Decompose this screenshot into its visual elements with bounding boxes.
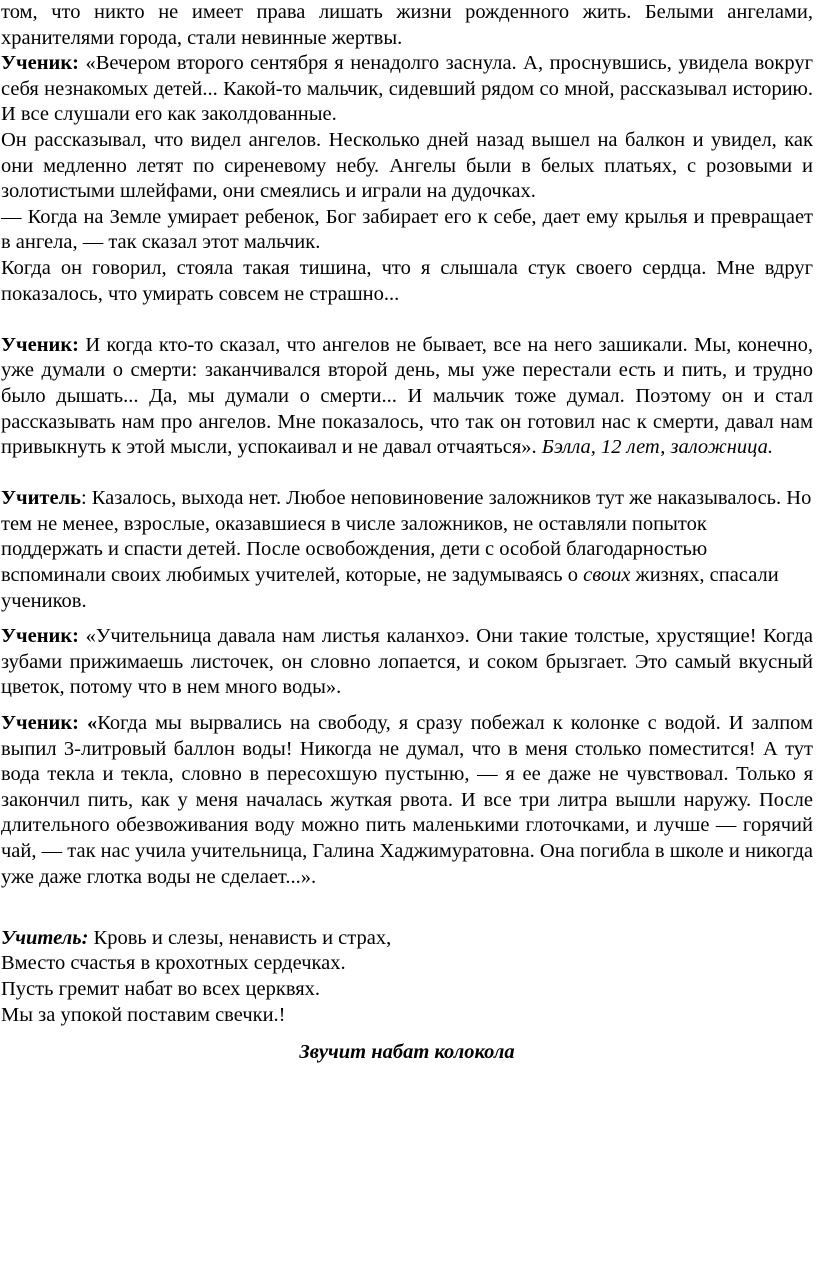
poem-text: Вместо счастья в крохотных сердечках. (1, 952, 346, 975)
quote-author: Бэлла, 12 лет, заложница. (541, 436, 774, 459)
poem-line-2 (1, 951, 813, 977)
poem-line-3 (1, 977, 813, 1003)
quote-text: — Когда на Земле умирает ребенок, Бог забирает его к себе, дает ему крылья и превращает в ангела, — так сказал этот мальчик. (1, 205, 813, 254)
quote-text: Когда он говорил, стояла такая тишина, что я слышала стук своего сердца. Мне вдруг показалось, что умирать совсем не страшно... (1, 256, 813, 305)
quote-text: Он рассказывал, что видел ангелов. Несколько дней назад вышел на балкон и увидел, как они медленно летят по сиреневому небу. Ангелы были в белых платьях, с розовыми и золотистыми шлейфами, они смеялись и играли на дудочках. (1, 128, 813, 203)
student-quote-4 (1, 711, 813, 890)
speaker-label: Ученик: (1, 333, 79, 356)
poem-text: Кровь и слезы, ненависть и страх, (88, 926, 392, 949)
quote-text: «Учительница давала нам листья каланхоэ. Они такие толстые, хрустящие! Когда зубами прижимаешь листочек, он словно лопается, и соком брызгает. Это самый вкусный цветок, потому что в нем много воды». (1, 625, 813, 699)
stage-direction-text: Звучит набат колокола (299, 1041, 515, 1064)
remark-text: : Казалось, выхода нет. Любое неповиновение заложников тут же наказывалось. Но тем не менее, взрослые, оказавшиеся в числе заложников, не оставляли попыток поддержать и спасти детей. После освобождения, дети с особой благодарностью вспоминали своих любимых учителей, которые, не задумываясь о (1, 487, 812, 587)
stage-direction (1, 1040, 813, 1066)
poem-text: Мы за упокой поставим свечки.! (1, 1003, 286, 1026)
remark-text-end: жизнях, спасали учеников. (1, 564, 779, 612)
speaker-label: Ученик: (1, 52, 79, 75)
poem-line-4 (1, 1003, 813, 1029)
paragraph-intro-end (1, 0, 813, 51)
student-quote-1-end (1, 256, 813, 307)
poem-text: Пусть гремит набат во всех церквях. (1, 977, 321, 1000)
student-quote-2 (1, 333, 813, 461)
remark-emphasis: своих (583, 564, 631, 587)
quote-text: И когда кто-то сказал, что ангелов не бывает, все на него зашикали. Мы, конечно, уже думали о смерти: заканчивался второй день, мы уже перестали есть и пить, и трудно было дышать... Да, мы думали о смерти... И мальчик тоже думал. Поэтому он и стал рассказывать нам про ангелов. Мне показалось, что так он готовил нас к смерти, давал нам привыкнуть к этой мысли, успокаивал и не давал отчаяться». (1, 333, 813, 459)
speaker-label: Учитель: (1, 926, 89, 949)
student-quote-1 (1, 51, 813, 128)
student-quote-3 (1, 624, 813, 701)
speaker-label: Учитель (1, 487, 81, 510)
teacher-remark (1, 486, 813, 614)
speaker-label: Ученик: « (1, 712, 98, 735)
student-quote-1-continued (1, 128, 813, 205)
quote-text: Когда мы вырвались на свободу, я сразу побежал к колонке с водой. И залпом выпил 3-литровый баллон воды! Никогда не думал, что в меня столько поместится! А тут вода текла и текла, словно в пересохшую пустыню, — я ее даже не чувствовал. Только я закончил пить, как у меня началась жуткая рвота. И все три литра вышли наружу. После длительного обезвоживания воду можно пить маленькими глоточками, и лучше — горячий чай, — так нас учила учительница, Галина Хаджимуратовна. Она погибла в школе и никогда уже даже глотка воды не сделает...». (1, 712, 814, 888)
student-quote-1-dialogue (1, 205, 813, 256)
quote-text: «Вечером второго сентября я ненадолго заснула. А, проснувшись, увидела вокруг себя незнакомых детей... Какой-то мальчик, сидевший рядом со мной, рассказывал историю. И все слушали его как заколдованные. (1, 52, 813, 126)
speaker-label: Ученик: (1, 625, 79, 648)
paragraph-text: том, что никто не имеет права лишать жизни рожденного жить. Белыми ангелами, хранителями города, стали невинные жертвы. (1, 1, 813, 49)
poem-line-1 (1, 926, 813, 952)
